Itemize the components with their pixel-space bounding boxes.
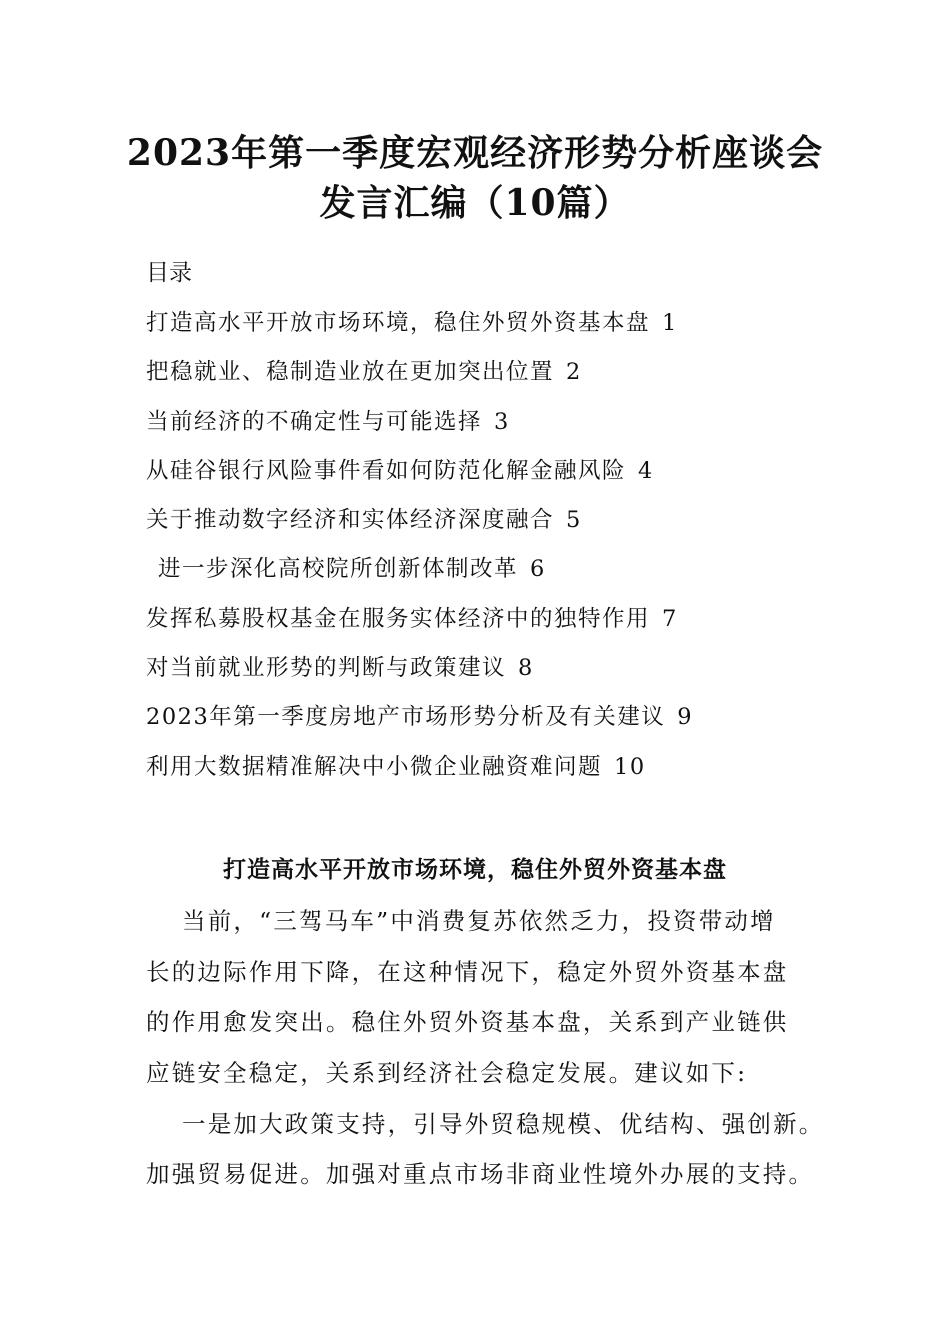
section-title: 打造高水平开放市场环境，稳住外贸外资基本盘 (223, 856, 727, 883)
body-line: 应链安全稳定，关系到经济社会稳定发展。建议如下: (146, 1059, 748, 1088)
toc-item-label: 打造高水平开放市场环境，稳住外贸外资基本盘 (146, 310, 651, 336)
toc-item-page: 9 (677, 704, 694, 731)
body-line: 当前，“三驾马车”中消费复苏依然乏力，投资带动增 (182, 907, 776, 935)
toc-item-page: 7 (662, 605, 678, 632)
toc-item-label: 当前经济的不确定性与可能选择 (146, 408, 483, 435)
toc-item-page: 4 (638, 457, 654, 484)
document-title-line-2: 发言汇编（10篇） (319, 182, 631, 224)
toc-item-page: 8 (518, 655, 534, 682)
toc-item-9[interactable] (146, 700, 693, 749)
toc-item-3[interactable] (146, 405, 693, 454)
toc-item-6[interactable] (146, 552, 693, 601)
toc-item-label: 利用大数据精准解决中小微企业融资难问题 (146, 753, 603, 780)
toc-item-label: 发挥私募股权基金在服务实体经济中的独特作用 (146, 605, 651, 632)
toc-item-label: 把稳就业、稳制造业放在更加突出位置 (146, 359, 555, 386)
toc-item-label: 2023年第一季度房地产市场形势分析及有关建议 (146, 704, 666, 731)
toc-item-page: 2 (566, 359, 582, 386)
toc-item-page: 1 (662, 310, 678, 336)
toc-item-2[interactable] (146, 355, 693, 404)
toc-item-label: 关于推动数字经济和实体经济深度融合 (146, 507, 555, 534)
toc-item-4[interactable] (146, 454, 693, 503)
body-line: 加强贸易促进。加强对重点市场非商业性境外办展的支持。 (146, 1160, 815, 1189)
toc-item-page: 6 (530, 556, 546, 583)
toc-item-label: 从硅谷银行风险事件看如何防范化解金融风险 (146, 457, 627, 484)
body-line: 的作用愈发突出。稳住外贸外资基本盘，关系到产业链供 (146, 1008, 789, 1037)
document-title-line-1: 2023年第一季度宏观经济形势分析座谈会 (126, 132, 824, 174)
toc-item-page: 5 (566, 507, 582, 534)
toc-item-page: 3 (494, 408, 510, 435)
toc-item-label: 对当前就业形势的判断与政策建议 (146, 655, 507, 682)
toc-item-7[interactable] (146, 602, 693, 651)
toc-item-10[interactable] (146, 750, 693, 799)
table-of-contents (146, 306, 693, 799)
toc-item-1[interactable] (146, 306, 693, 355)
toc-item-label: 进一步深化高校院所创新体制改革 (158, 556, 519, 583)
toc-item-page: 10 (614, 753, 646, 780)
body-line: 一是加大政策支持，引导外贸稳规模、优结构、强创新。 (182, 1109, 825, 1138)
toc-item-8[interactable] (146, 651, 693, 700)
section-body (146, 904, 826, 1208)
body-line: 长的边际作用下降，在这种情况下，稳定外贸外资基本盘 (146, 957, 789, 986)
toc-item-5[interactable] (146, 503, 693, 552)
toc-heading: 目录 (146, 260, 192, 286)
